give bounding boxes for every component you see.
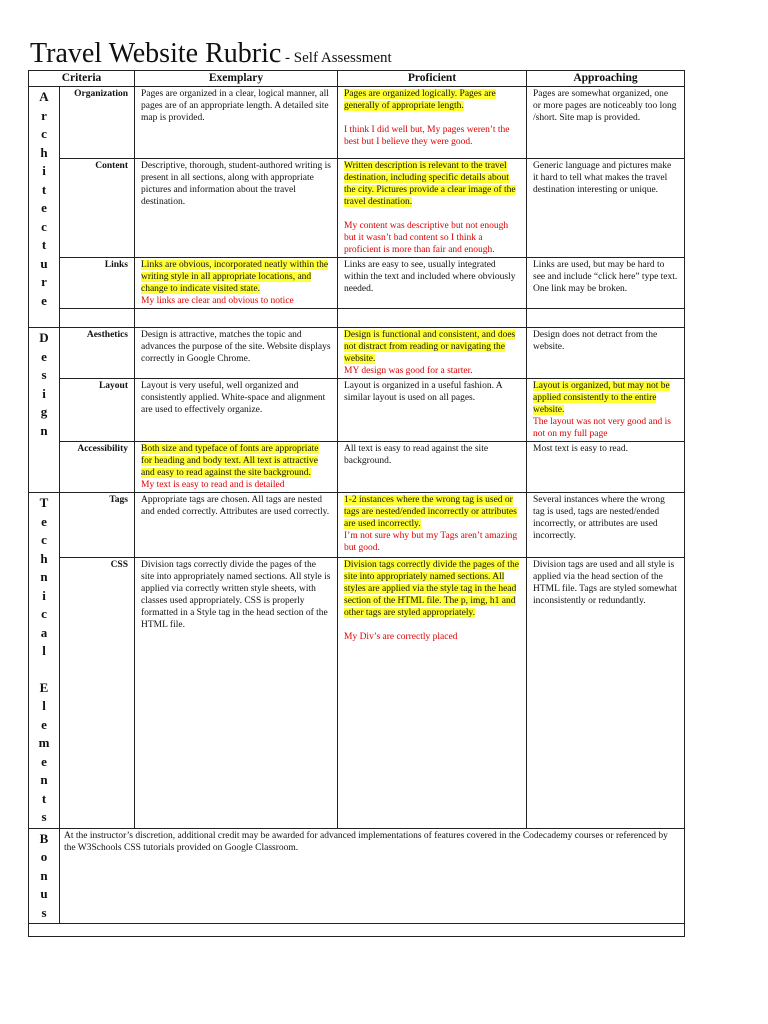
row-accessibility [29, 442, 685, 493]
title-main: Travel Website Rubric [30, 38, 282, 69]
section-letter: r [41, 274, 47, 289]
criterion-links: Links [60, 258, 135, 309]
section-letter: T [39, 495, 49, 510]
css-proficient-note: My Div’s are correctly placed [344, 632, 458, 643]
tags-exemplary: Appropriate tags are chosen. All tags are nested and ended correctly. Attributes are used correctly. [135, 493, 338, 558]
tags-proficient-text: 1-2 instances where the wrong tag is used or tags are nested/ended incorrectly or attributes are used incorrectly. [344, 495, 517, 529]
header-approaching: Approaching [527, 71, 685, 87]
section-letter: l [42, 643, 46, 658]
organization-proficient-note: I think I did well but, My pages weren’t the best but I believe they were good. [344, 125, 510, 147]
css-exemplary: Division tags correctly divide the pages of the site into appropriately named sections. All style is applied via correctly written style sheets, with classes used appropriately. CSS is properly formatted in a Style tag in the head section of the HTML file. [135, 558, 338, 828]
section-technical-letters [35, 494, 53, 661]
section-letter: u [40, 255, 48, 271]
row-organization [29, 87, 685, 159]
section-letter: e [41, 200, 47, 215]
section-letter: t [41, 237, 47, 252]
section-elements-letters [35, 679, 53, 827]
section-letter: i [42, 163, 46, 178]
layout-approaching-note: The layout was not very good and is not on my full page [533, 417, 671, 439]
section-letter: E [39, 679, 49, 695]
section-letter: c [41, 126, 47, 141]
row-architecture-spacer [29, 309, 685, 328]
criterion-tags: Tags [60, 493, 135, 558]
criterion-content: Content [60, 159, 135, 258]
criterion-layout: Layout [60, 379, 135, 442]
section-architecture-letters [35, 88, 53, 310]
links-exemplary-text: Links are obvious, incorporated neatly within the writing style in all appropriate locations, and change to indicate visited state. [141, 260, 329, 294]
row-layout [29, 379, 685, 442]
section-letter: r [41, 107, 47, 123]
criterion-organization: Organization [60, 87, 135, 159]
section-letter: c [41, 218, 47, 234]
header-row [29, 71, 685, 87]
layout-approaching-text: Layout is organized, but may not be applied consistently to the entire website. [533, 381, 670, 415]
header-exemplary: Exemplary [135, 71, 338, 87]
row-aesthetics [29, 328, 685, 379]
section-letter: h [40, 550, 48, 566]
section-letter: i [42, 587, 46, 603]
tags-proficient [338, 493, 527, 558]
criterion-css: CSS [60, 558, 135, 828]
tags-approaching: Several instances where the wrong tag is used, tags are nested/ended incorrectly, or attributes are used incorrectly. [527, 493, 685, 558]
rubric-table [28, 70, 685, 937]
row-links [29, 258, 685, 309]
section-letter: n [40, 422, 48, 438]
section-architecture [29, 87, 60, 328]
section-letter: e [41, 716, 47, 732]
header-proficient: Proficient [338, 71, 527, 87]
section-letter: m [38, 735, 50, 750]
criterion-aesthetics: Aesthetics [60, 328, 135, 379]
layout-exemplary: Layout is very useful, well organized and consistently applied. White-space and alignment are used to effectively organize. [135, 379, 338, 442]
row-tags [29, 493, 685, 558]
content-exemplary: Descriptive, thorough, student-authored writing is present in all sections, along with appropriate pictures and information about the travel destination. [135, 159, 338, 258]
links-exemplary [135, 258, 338, 309]
aesthetics-proficient-text: Design is functional and consistent, and does not distract from reading or navigating the website. [344, 330, 516, 364]
section-letter: D [39, 330, 49, 345]
section-letter: n [40, 569, 48, 584]
links-approaching: Links are used, but may be hard to see and include “click here” type text. One link may be broken. [527, 258, 685, 309]
row-content [29, 159, 685, 258]
accessibility-proficient: All text is easy to read against the site background. [338, 442, 527, 493]
accessibility-exemplary-note: My text is easy to read and is detailed [141, 480, 285, 490]
layout-approaching [527, 379, 685, 442]
accessibility-exemplary [135, 442, 338, 493]
row-bonus [29, 828, 685, 924]
aesthetics-proficient [338, 328, 527, 379]
criterion-accessibility: Accessibility [60, 442, 135, 493]
tags-proficient-note: I’m not sure why but my Tags aren’t amazing but good. [344, 531, 518, 553]
section-letter: n [40, 772, 48, 787]
section-bonus-letters [35, 830, 53, 923]
aesthetics-proficient-note: MY design was good for a starter. [344, 366, 473, 376]
bonus-text: At the instructor’s discretion, additional credit may be awarded for advanced implementations of features covered in the Codecademy courses or referenced by the W3Schools CSS tutorials provided on Google Classroom. [60, 828, 685, 924]
content-proficient-note: My content was descriptive but not enough but it wasn’t bad content so I think a proficient is more than fair and enough. [344, 221, 509, 255]
row-css [29, 558, 685, 828]
section-letter: i [42, 385, 46, 401]
section-letter: A [39, 89, 49, 104]
section-letter: e [41, 292, 47, 308]
section-design-letters [35, 329, 53, 440]
organization-approaching: Pages are somewhat organized, one or more pages are noticeably too long /short. Site map is provided. [527, 87, 685, 159]
section-letter: g [40, 404, 48, 419]
section-letter: h [40, 144, 48, 160]
section-bonus [29, 828, 60, 924]
accessibility-exemplary-text: Both size and typeface of fonts are appropriate for heading and body text. All text is attractive and easy to read against the site background. [141, 444, 319, 478]
row-footer [29, 924, 685, 937]
page-title [30, 38, 392, 70]
section-letter: c [41, 532, 47, 547]
section-letter: n [40, 867, 48, 883]
section-letter: c [41, 606, 47, 621]
layout-proficient: Layout is organized in a useful fashion. A similar layout is used on all pages. [338, 379, 527, 442]
section-letter: s [41, 809, 47, 824]
css-proficient-text: Division tags correctly divide the pages of the site into appropriately named sections. All styles are applied via the style tag in the head section of the HTML file. The p, img, h1 and other tags are styled appropriately. [344, 560, 519, 619]
organization-proficient [338, 87, 527, 159]
section-letter: l [42, 698, 46, 713]
links-proficient: Links are easy to see, usually integrated within the text and included where obviously needed. [338, 258, 527, 309]
content-approaching: Generic language and pictures make it hard to tell what makes the travel destination interesting or unique. [527, 159, 685, 258]
section-letter: u [40, 886, 48, 901]
section-technical-elements [29, 493, 60, 829]
organization-exemplary: Pages are organized in a clear, logical manner, all pages are of an appropriate length. A detailed site map is provided. [135, 87, 338, 159]
section-letter: a [40, 624, 48, 640]
section-letter: e [41, 513, 47, 529]
css-proficient [338, 558, 527, 828]
section-letter: B [39, 830, 49, 846]
links-exemplary-note: My links are clear and obvious to notice [141, 296, 294, 306]
section-letter: s [41, 904, 47, 920]
section-design [29, 328, 60, 493]
section-letter: e [41, 753, 47, 769]
section-letter: s [41, 367, 47, 382]
title-subtitle: - Self Assessment [281, 50, 392, 66]
aesthetics-exemplary: Design is attractive, matches the topic and advances the purpose of the site. Website displays correctly in Google Chrome. [135, 328, 338, 379]
section-letter: t [41, 790, 47, 806]
aesthetics-approaching: Design does not detract from the website. [527, 328, 685, 379]
content-proficient [338, 159, 527, 258]
accessibility-approaching: Most text is easy to read. [527, 442, 685, 493]
section-letter: e [41, 348, 47, 364]
header-criteria: Criteria [29, 71, 135, 87]
css-approaching: Division tags are used and all style is applied via the head section of the HTML file. Tags are styled somewhat inconsistently or redundantly. [527, 558, 685, 828]
section-letter: t [41, 181, 47, 197]
section-letter: o [40, 849, 48, 864]
content-proficient-text: Written description is relevant to the travel destination, including specific details about the city. Pictures provide a clear image of the travel destination. [344, 161, 516, 207]
organization-proficient-text: Pages are organized logically. Pages are generally of appropriate length. [344, 89, 496, 111]
